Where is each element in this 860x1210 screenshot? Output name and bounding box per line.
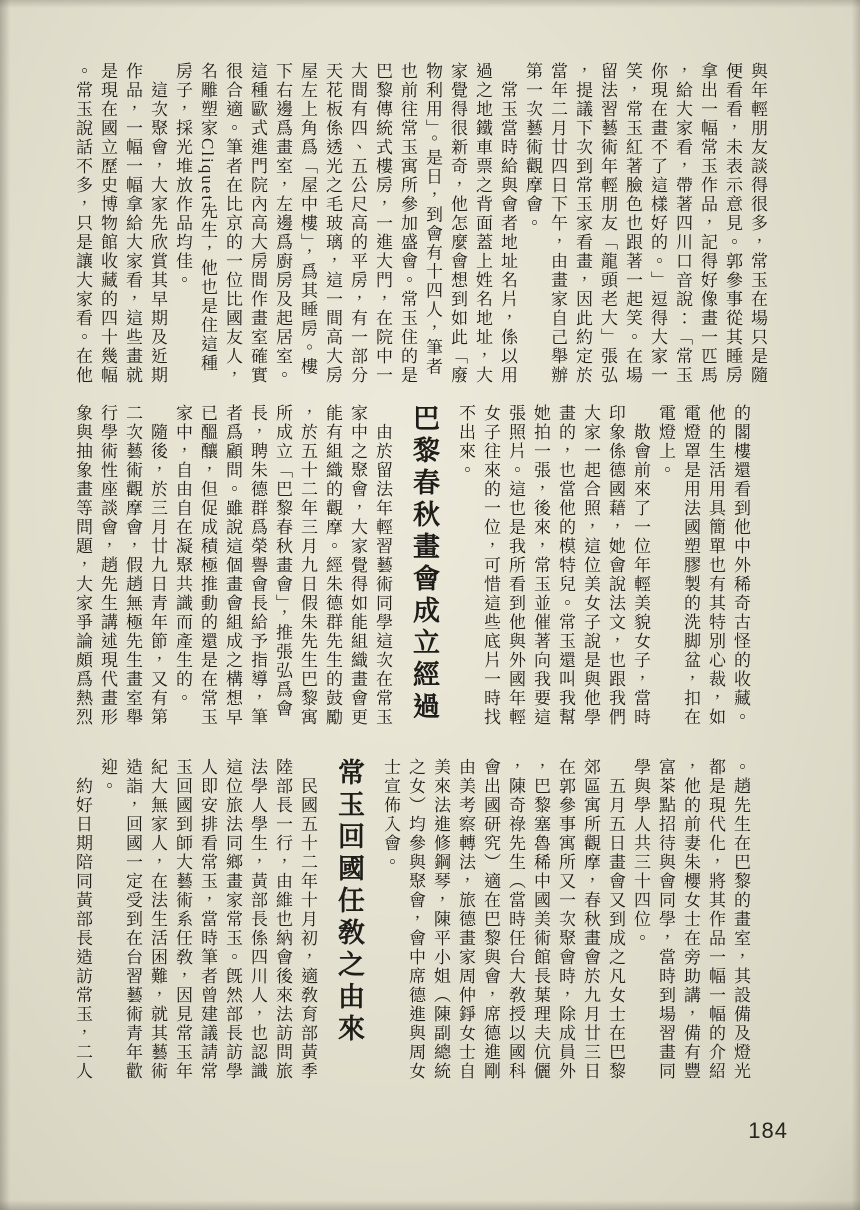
text-column: 家中，自由自在凝聚共識而產生的。 — [173, 404, 192, 708]
text-column: 由美考察轉法，旅德畫家周仲錚女士自 — [456, 758, 475, 1081]
text-column: 法學人學生，黃部長係四川人，也認識 — [248, 758, 267, 1081]
text-column: 也前往常玉寓所參加盛會。常玉住的是 — [398, 62, 417, 385]
text-column: 她拍一張，後來，常玉並催著向我要這 — [531, 404, 550, 727]
page-number-row — [70, 1118, 790, 1144]
text-column: 這種歐式進門院內高大房間作畫室確實 — [248, 62, 267, 385]
text-column: 名雕塑家Cliquet先生，他也是住這種 — [198, 62, 217, 374]
text-column: 會出國研究）適在巴黎與會，席德進剛 — [481, 758, 500, 1081]
text-column: ，陳奇祿先生（當時任台大敎授以國科 — [506, 758, 525, 1081]
text-column: 所成立「巴黎春秋畫會」，推張弘爲會 — [273, 404, 292, 719]
text-column: 大家一起合照，這位美女子說是與他學 — [581, 404, 600, 727]
text-column: ，給大家看，帶著四川口音說：「常玉 — [673, 62, 692, 385]
text-column: 印象係德國藉，她會說法文，也跟我們 — [606, 404, 625, 727]
text-column: 屋左上角爲「屋中樓」，爲其睡房。樓 — [298, 62, 317, 377]
text-column: 已醞釀，但促成積極推動的還是在常玉 — [198, 404, 217, 727]
text-column: 畫的，也當他的模特兒。常玉還叫我幫 — [556, 404, 575, 727]
text-column: 巴黎傳統式樓房，一進大門，在院中一 — [373, 62, 392, 385]
text-column: 。趙先生在巴黎的畫室，其設備及燈光 — [731, 758, 750, 1081]
text-column: ，巴黎塞魯稀中國美術館長葉理夫伉儷 — [531, 758, 550, 1081]
text-column: 造詣，回國一定受到在台習藝術青年歡 — [123, 758, 142, 1081]
text-column: 五月五日畫會又到成之凡女士在巴黎 — [606, 758, 625, 1081]
text-column: 迎。 — [98, 758, 117, 796]
text-column: 是現在國立歷史博物館收藏的四十幾幅 — [98, 62, 117, 385]
text-column: 都是現代化，將其作品一幅一幅的介紹 — [706, 758, 725, 1081]
text-column: 物利用」。是日，到會有十四人，筆者 — [423, 62, 442, 377]
text-column: 留法習藝術年輕朋友「龍頭老大」張弘 — [598, 62, 617, 385]
text-column: 電燈上。 — [656, 404, 675, 480]
text-column: 他的生活用具簡單也有其特別心裁，如 — [706, 404, 725, 727]
text-column: 民國五十二年十月初，適敎育部黃季 — [298, 758, 317, 1081]
scan-edge-bottom — [0, 1200, 860, 1210]
text-column: 笑，常玉紅著臉色也跟著一起笑。在場 — [623, 62, 642, 385]
text-column: 散會前來了一位年輕美貌女子，當時 — [631, 404, 650, 727]
text-column: 能有組織的觀摩。經朱德群先生的鼓勵 — [323, 404, 342, 727]
text-column: 隨後，於三月廿九日青年節，又有第 — [148, 404, 167, 727]
middle-band — [70, 404, 753, 730]
page-number: 184 — [748, 1118, 788, 1143]
text-column: 很合適。筆者在比京的一位比國友人， — [223, 62, 242, 385]
text-column: 玉回國到師大藝術系任敎，因見常玉年 — [173, 758, 192, 1081]
text-column: 者爲顧問。雖說這個畫會組成之構想早 — [223, 404, 242, 727]
bottom-band — [70, 758, 753, 1084]
text-column: 過之地鐵車票之背面蓋上姓名地址，大 — [473, 62, 492, 385]
text-column: 下右邊爲畫室，左邊爲廚房及起居室。 — [273, 62, 292, 385]
text-column: 你現在畫不了這樣好的。」逗得大家一 — [648, 62, 667, 385]
text-column: 學與學人共三十四位。 — [631, 758, 650, 948]
text-column: 郊區寓所觀摩，春秋畫會於九月廿三日 — [581, 758, 600, 1081]
text-column: 富茶點招待與會同學，當時到場習畫同 — [656, 758, 675, 1081]
scan-edge-left — [0, 0, 12, 1210]
scan-edge-top — [0, 0, 860, 8]
text-column: 家覺得很新奇，他怎麼會想到如此「廢 — [448, 62, 467, 385]
text-column: 不出來。 — [456, 404, 475, 480]
text-column: 當年二月廿四日下午，由畫家自己舉辦 — [548, 62, 567, 385]
text-column: 行學術性座談會，趙先生講述現代畫形 — [98, 404, 117, 727]
text-column: 的閣樓還看到他中外稀奇古怪的收藏。 — [731, 404, 750, 727]
text-column: 士宣佈入會。 — [381, 758, 400, 872]
text-column: 在郭參事寓所又一次聚會時，除成員外 — [556, 758, 575, 1081]
text-column: 家中之聚會，大家覺得如能組織畫會更 — [348, 404, 367, 727]
text-column: 之女）均參與聚會，會中席德進與周女 — [406, 758, 425, 1081]
article1-band-top — [70, 62, 770, 388]
text-column: 女子往來的一位，可惜這些底片一時找 — [481, 404, 500, 727]
text-column: 大間有四、五公尺高的平房，有一部分 — [348, 62, 367, 385]
text-column: 這次聚會，大家先欣賞其早期及近期 — [148, 62, 167, 385]
text-column: 便看看，未表示意見。郭參事從其睡房 — [723, 62, 742, 385]
text-column: 拿出一幅常玉作品，記得好像畫一匹馬 — [698, 62, 717, 385]
scan-edge-right — [850, 0, 860, 1210]
text-column: ，於五十二年三月九日假朱先生巴黎寓 — [298, 404, 317, 727]
text-column: 這位旅法同鄉畫家常玉。旣然部長訪學 — [223, 758, 242, 1081]
text-column: 人即安排看常玉，當時筆者曾建議請常 — [198, 758, 217, 1081]
text-column: 與年輕朋友談得很多，常玉在場只是隨 — [748, 62, 767, 385]
text-column: 天花板係透光之毛玻璃，這一間高大房 — [323, 62, 342, 385]
text-column: 二次藝術觀摩會，假趙無極先生畫室舉 — [123, 404, 142, 727]
text-column: 常玉當時給與會者地址名片，係以用 — [498, 62, 517, 385]
section-heading-changyu-return-teaching: 常玉回國任敎之由來 — [334, 758, 364, 1046]
text-column: 象與抽象畫等問題，大家爭論頗爲熱烈 — [73, 404, 92, 727]
text-column: 電燈罩是用法國塑膠製的洗脚盆，扣在 — [681, 404, 700, 727]
text-column: ，提議下次到常玉家看畫，因此約定於 — [573, 62, 592, 385]
text-column: 紀大無家人，在法生活困難，就其藝術 — [148, 758, 167, 1081]
text-column: 由於留法年輕習藝術同學這次在常玉 — [373, 404, 392, 727]
text-column: ，他的前妻朱櫻女士在旁助講，備有豐 — [681, 758, 700, 1081]
text-column: 長，聘朱德群爲榮譽會長給予指導，筆 — [248, 404, 267, 727]
text-column: 。常玉說話不多，只是讓大家看。在他 — [73, 62, 92, 385]
text-column: 作品，一幅一幅拿給大家看，這些畫就 — [123, 62, 142, 385]
text-column: 約好日期陪同黃部長造訪常玉，二人 — [73, 758, 92, 1081]
page-content — [70, 62, 790, 1144]
text-column: 房子，採光堆放作品均佳。 — [173, 62, 192, 290]
text-column: 陸部長一行，由維也納會後來法訪問旅 — [273, 758, 292, 1081]
text-column: 第一次藝術觀摩會。 — [523, 62, 542, 233]
section-heading-paris-spring-autumn-art-society: 巴黎春秋畫會成立經過 — [409, 404, 439, 724]
text-column: 美來法進修鋼琴，陳平小姐（陳副總統 — [431, 758, 450, 1081]
text-column: 張照片。這也是我所看到他與外國年輕 — [506, 404, 525, 727]
